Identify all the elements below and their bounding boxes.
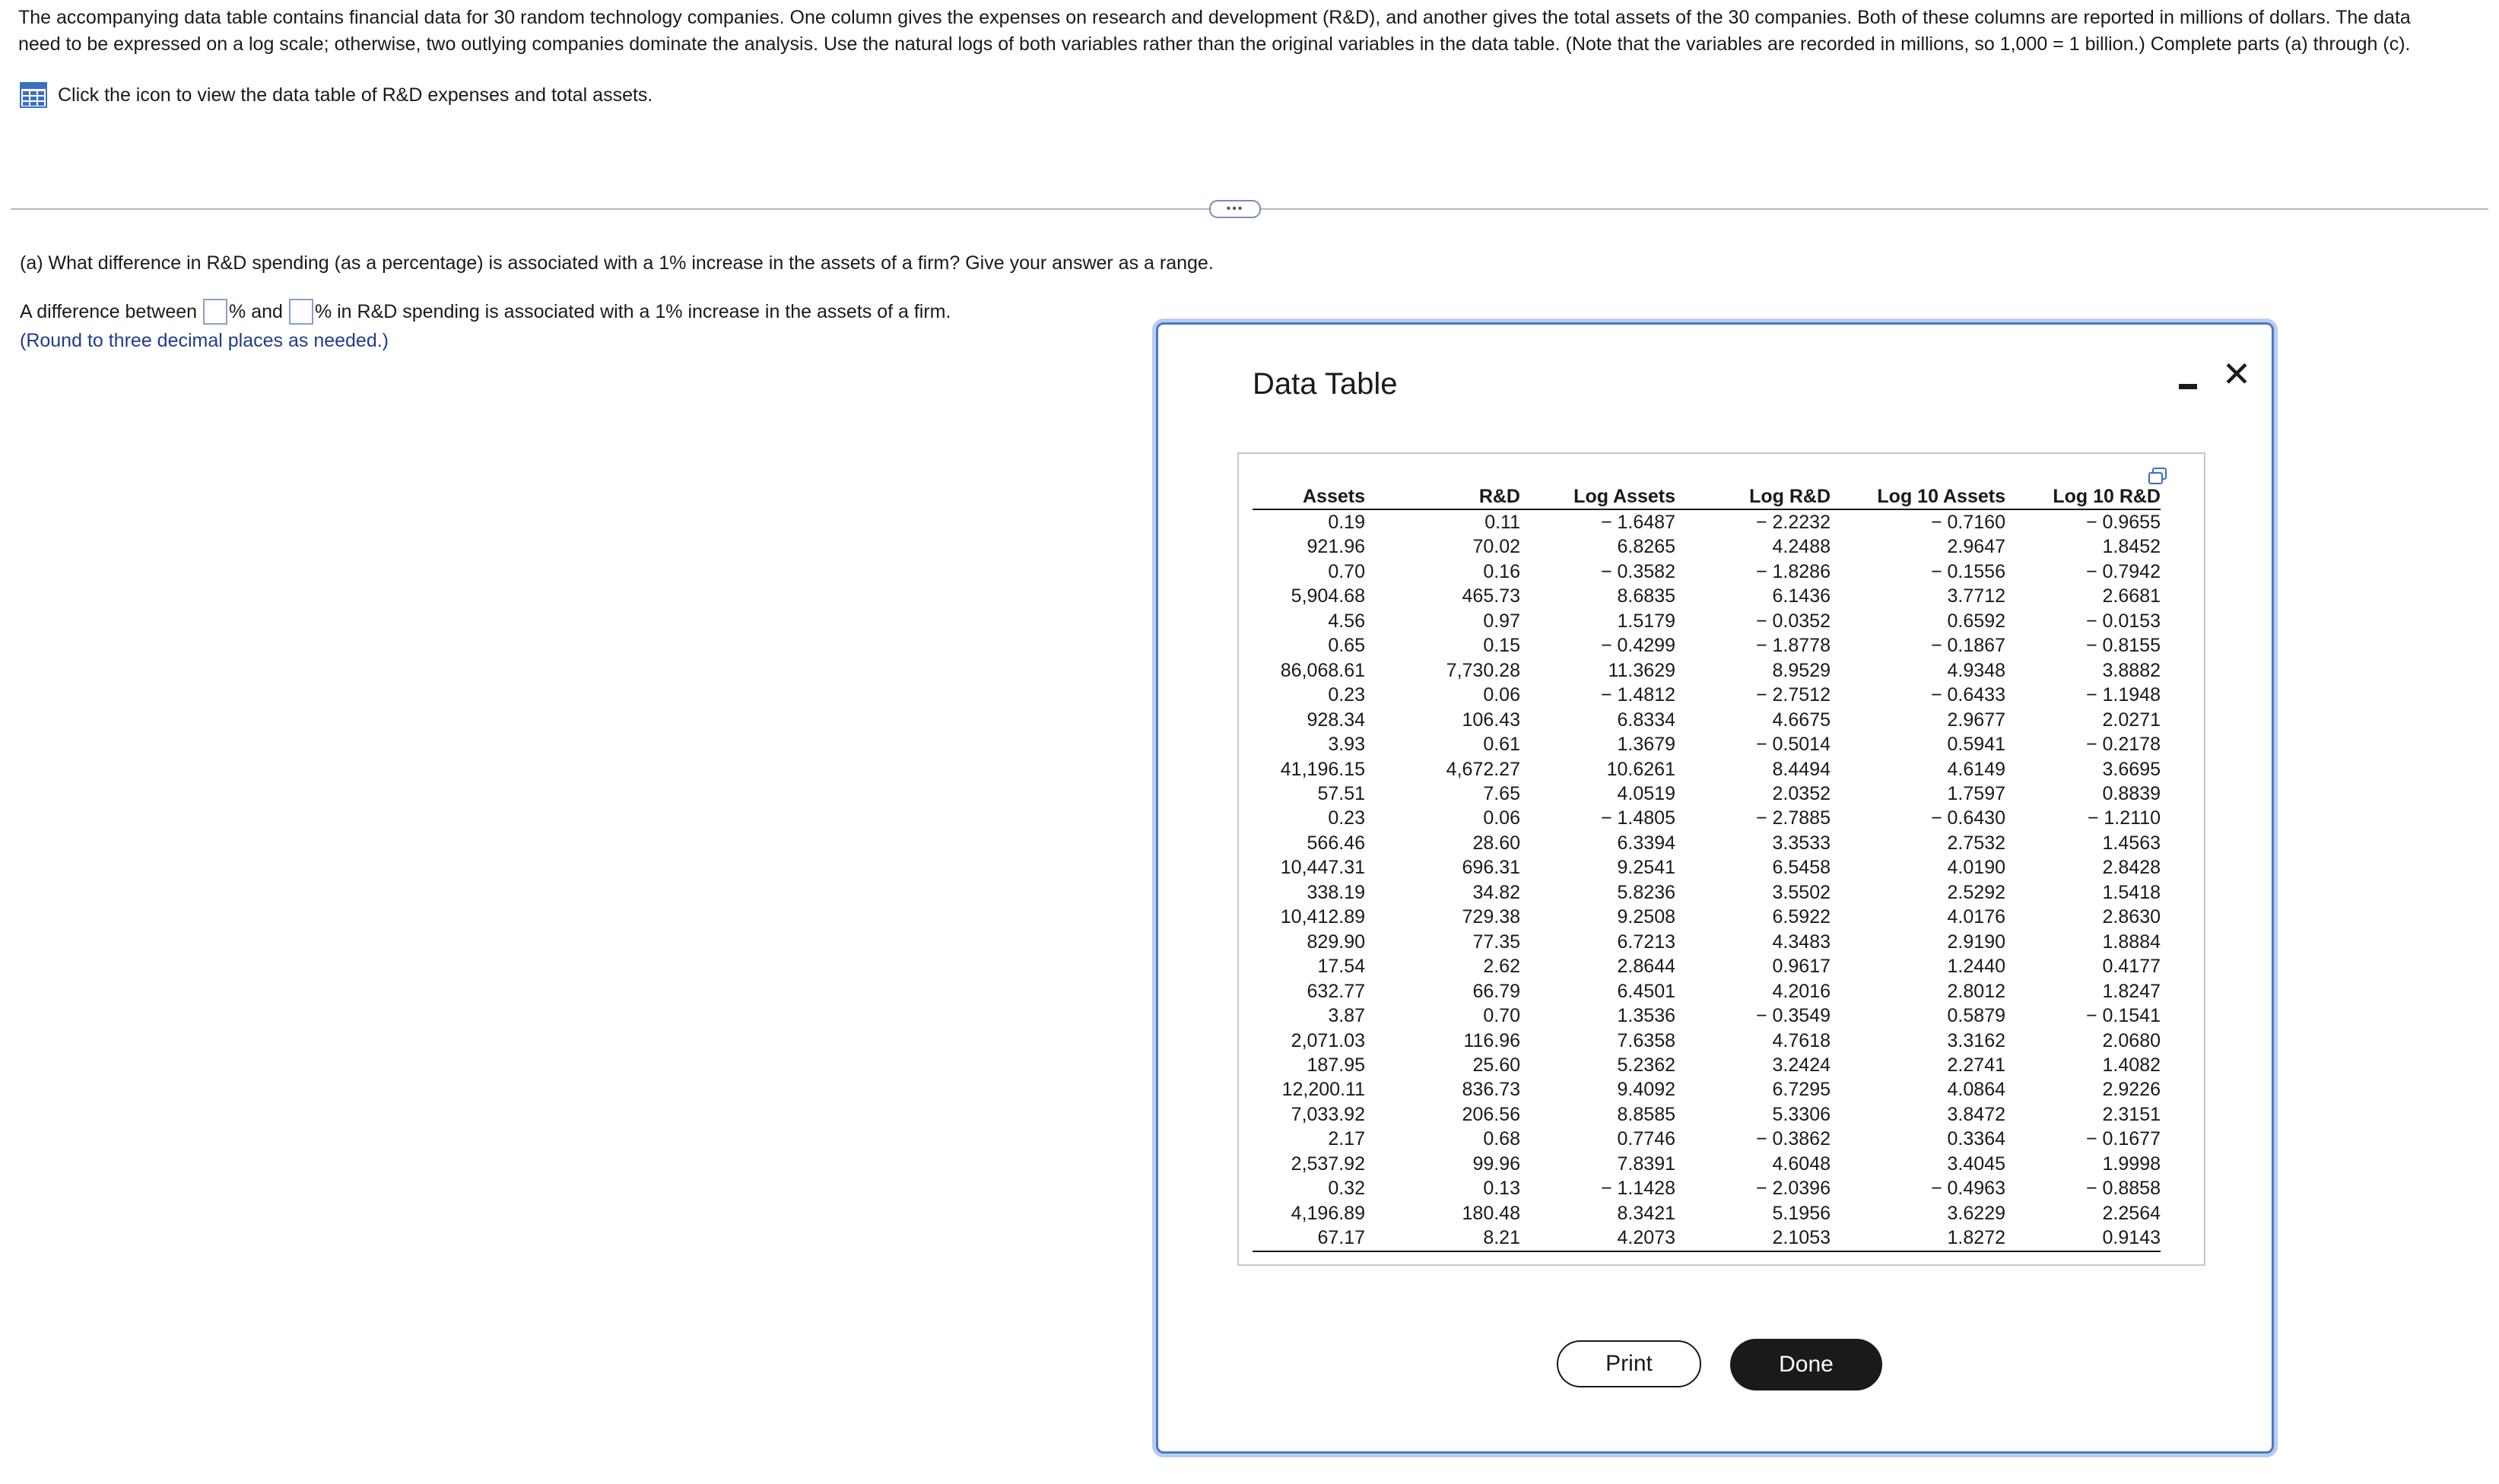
table-row [1253, 534, 2161, 559]
table-cell: 6.8334 [1617, 709, 1675, 731]
table-cell: 3.6695 [2102, 758, 2161, 780]
table-cell: − 0.1556 [1930, 560, 2005, 582]
table-cell: 3.3162 [1947, 1029, 2005, 1051]
table-cell: 696.31 [1462, 857, 1520, 879]
table-cell: 1.2440 [1947, 956, 2005, 978]
table-row [1253, 1053, 2161, 1077]
table-row [1253, 954, 2161, 978]
table-cell: 2.2741 [1947, 1054, 2005, 1076]
table-cell: 8.8585 [1617, 1103, 1675, 1125]
table-cell: 86,068.61 [1280, 659, 1365, 681]
table-cell: 6.4501 [1617, 980, 1675, 1002]
table-row [1253, 633, 2161, 658]
table-cell: 2.8630 [2102, 906, 2161, 928]
table-cell: 1.9998 [2102, 1153, 2161, 1175]
table-cell: 0.70 [1328, 560, 1365, 582]
table-row [1253, 831, 2161, 855]
table-row [1253, 782, 2161, 806]
table-cell: 6.1436 [1772, 585, 1831, 607]
table-cell: 5,904.68 [1291, 585, 1365, 607]
table-cell: − 0.6430 [1930, 807, 2005, 829]
table-cell: 2.0271 [2102, 709, 2161, 731]
table-cell: 4.2016 [1772, 980, 1831, 1002]
table-cell: 2.9647 [1947, 536, 2005, 558]
table-cell: 2.3151 [2102, 1103, 2161, 1125]
column-header: Log 10 R&D [2005, 484, 2161, 509]
data-table-modal [1156, 322, 2274, 1454]
table-cell: − 0.7160 [1930, 512, 2005, 533]
table-cell: 3.8882 [2102, 659, 2161, 681]
answer-lower-input[interactable] [203, 299, 227, 325]
table-cell: − 0.0352 [1755, 610, 1831, 632]
table-row [1253, 1127, 2161, 1151]
table-cell: 3.2424 [1772, 1054, 1831, 1076]
table-row [1253, 905, 2161, 929]
column-header: Log R&D [1675, 484, 1831, 509]
table-cell: 12,200.11 [1281, 1079, 1365, 1101]
table-cell: 921.96 [1307, 536, 1365, 558]
table-cell: 9.2508 [1617, 906, 1675, 928]
table-cell: 106.43 [1462, 709, 1520, 731]
table-cell: 729.38 [1462, 906, 1520, 928]
table-cell: 0.70 [1483, 1005, 1520, 1027]
table-cell: 10.6261 [1606, 758, 1675, 780]
table-cell: 4.0864 [1947, 1079, 2005, 1101]
table-cell: − 0.1541 [2085, 1005, 2161, 1027]
question-a: (a) What difference in R&D spending (as a percentage) is associated with a 1% increase in the assets of a firm? Give your answer as a range. [20, 252, 1214, 274]
table-cell: 8.9529 [1772, 659, 1831, 681]
table-row [1253, 708, 2161, 732]
table-row [1253, 806, 2161, 830]
table-icon[interactable] [20, 82, 47, 108]
table-cell: 1.8272 [1831, 1226, 2005, 1251]
table-cell: 1.4563 [2102, 832, 2161, 854]
table-cell: − 0.9655 [2085, 512, 2161, 533]
table-cell: − 2.0396 [1755, 1178, 1831, 1200]
table-cell: 0.23 [1328, 807, 1365, 829]
table-cell: − 1.6487 [1600, 512, 1675, 533]
table-cell: 206.56 [1462, 1103, 1520, 1125]
table-cell: 66.79 [1472, 980, 1520, 1002]
table-cell: 2,537.92 [1291, 1153, 1365, 1175]
table-cell: 836.73 [1462, 1079, 1520, 1101]
table-row [1253, 732, 2161, 756]
answer-line [20, 299, 951, 325]
table-cell: 17.54 [1317, 956, 1365, 978]
table-cell: 4.0176 [1947, 906, 2005, 928]
table-cell: 41,196.15 [1280, 758, 1365, 780]
table-cell: − 0.3582 [1600, 560, 1675, 582]
table-cell: − 0.0153 [2085, 610, 2161, 632]
table-cell: 4,672.27 [1446, 758, 1520, 780]
table-cell: − 1.1428 [1600, 1178, 1675, 1200]
table-cell: − 0.3549 [1755, 1005, 1831, 1027]
rounding-hint: (Round to three decimal places as needed.) [20, 330, 389, 351]
table-cell: 2.8644 [1617, 956, 1675, 978]
table-cell: 10,447.31 [1280, 857, 1365, 879]
table-cell: 2.9190 [1947, 931, 2005, 953]
table-cell: 566.46 [1307, 832, 1365, 854]
answer-suffix: % in R&D spending is associated with a 1% increase in the assets of a firm. [314, 300, 951, 322]
table-cell: 4.3483 [1772, 931, 1831, 953]
table-row [1253, 1201, 2161, 1226]
table-row [1253, 584, 2161, 608]
table-cell: 67.17 [1253, 1226, 1365, 1251]
table-cell: 0.06 [1483, 684, 1520, 706]
table-cell: 4.0190 [1947, 857, 2005, 879]
table-cell: 7,033.92 [1291, 1103, 1365, 1125]
table-cell: 1.5418 [2102, 881, 2161, 903]
table-cell: − 1.2110 [2087, 807, 2161, 829]
table-cell: 180.48 [1462, 1202, 1520, 1224]
table-row [1253, 757, 2161, 782]
table-cell: 4,196.89 [1291, 1202, 1365, 1224]
table-row [1253, 509, 2161, 534]
table-cell: 4.2488 [1772, 536, 1831, 558]
table-cell: 8.21 [1365, 1226, 1520, 1251]
problem-intro: The accompanying data table contains financial data for 30 random technology companies. One column gives the expenses on research and development (R&D), and another gives the total assets of the 30 companies. Both of these columns are reported in millions of dollars. The data need to be expressed on a log scale; otherwise, two outlying companies dominate the analysis. Use the natural logs of both variables rather than the original variables in the data table. (Note that the variables are recorded in millions, so 1,000 = 1 billion.) Complete parts (a) through (c). [18, 7, 2411, 55]
table-cell: 77.35 [1472, 931, 1520, 953]
print-button[interactable]: Print [1557, 1340, 1701, 1387]
table-cell: 0.68 [1483, 1128, 1520, 1150]
table-cell: 7.65 [1483, 782, 1520, 804]
table-cell: 3.93 [1328, 734, 1365, 756]
table-cell: 0.9143 [2005, 1226, 2161, 1251]
table-cell: 2.0352 [1772, 782, 1831, 804]
table-cell: 0.8839 [2102, 782, 2161, 804]
table-row [1253, 930, 2161, 954]
table-cell: 2.8012 [1947, 980, 2005, 1002]
table-row [1253, 658, 2161, 683]
table-cell: 0.3364 [1947, 1128, 2005, 1150]
table-cell: 2.6681 [2102, 585, 2161, 607]
table-cell: − 0.4963 [1930, 1178, 2005, 1200]
table-row [1253, 560, 2161, 584]
column-header: Assets [1253, 484, 1365, 509]
table-cell: 7,730.28 [1446, 659, 1520, 681]
table-cell: 8.3421 [1617, 1202, 1675, 1224]
table-cell: 0.23 [1328, 684, 1365, 706]
table-link-text[interactable]: Click the icon to view the data table of R&D expenses and total assets. [58, 84, 653, 106]
table-cell: 338.19 [1307, 881, 1365, 903]
table-cell: 632.77 [1307, 980, 1365, 1002]
table-cell: 1.8247 [2102, 980, 2161, 1002]
table-cell: 116.96 [1463, 1029, 1520, 1051]
table-cell: − 1.8286 [1755, 560, 1831, 582]
table-cell: 3.7712 [1947, 585, 2005, 607]
table-cell: 2.17 [1328, 1128, 1365, 1150]
table-cell: 2.1053 [1675, 1226, 1831, 1251]
table-row [1253, 855, 2161, 880]
close-icon[interactable]: ✕ [2221, 354, 2252, 394]
table-cell: 0.06 [1483, 807, 1520, 829]
table-cell: 2.62 [1483, 956, 1520, 978]
table-cell: 2,071.03 [1291, 1029, 1365, 1051]
table-cell: 7.6358 [1617, 1029, 1675, 1051]
table-cell: − 0.1677 [2085, 1128, 2161, 1150]
table-cell: 0.19 [1328, 512, 1365, 533]
data-table [1253, 484, 2161, 1252]
table-cell: 0.7746 [1617, 1128, 1675, 1150]
table-cell: − 0.8858 [2085, 1178, 2161, 1200]
table-cell: 0.13 [1483, 1178, 1520, 1200]
table-cell: 28.60 [1472, 832, 1520, 854]
table-cell: − 0.4299 [1600, 635, 1675, 657]
table-cell: 6.7295 [1772, 1079, 1831, 1101]
table-cell: 8.4494 [1772, 758, 1831, 780]
table-cell: 0.15 [1483, 635, 1520, 657]
table-cell: 6.5458 [1772, 857, 1831, 879]
table-cell: 0.11 [1484, 512, 1520, 533]
table-row [1253, 1029, 2161, 1053]
table-cell: 4.0519 [1617, 782, 1675, 804]
table-cell: 6.7213 [1617, 931, 1675, 953]
table-row [1253, 979, 2161, 1004]
table-cell: 3.3533 [1772, 832, 1831, 854]
table-row [1253, 1004, 2161, 1028]
table-cell: 4.56 [1328, 610, 1365, 632]
table-row [1253, 1102, 2161, 1127]
column-header: Log 10 Assets [1831, 484, 2005, 509]
table-cell: 928.34 [1307, 709, 1365, 731]
table-cell: 2.8428 [2102, 857, 2161, 879]
done-button[interactable]: Done [1730, 1339, 1882, 1390]
column-header: R&D [1365, 484, 1520, 509]
table-cell: 4.2073 [1520, 1226, 1675, 1251]
answer-prefix: A difference between [20, 300, 198, 322]
table-cell: − 1.1948 [2085, 684, 2161, 706]
table-cell: 9.2541 [1617, 857, 1675, 879]
table-cell: 70.02 [1472, 536, 1520, 558]
table-cell: 0.65 [1328, 635, 1365, 657]
table-cell: − 0.1867 [1930, 635, 2005, 657]
table-cell: 4.6048 [1772, 1153, 1831, 1175]
table-cell: 1.7597 [1947, 782, 2005, 804]
table-cell: − 0.8155 [2085, 635, 2161, 657]
table-row [1253, 880, 2161, 905]
table-row [1253, 683, 2161, 707]
table-cell: − 2.7885 [1755, 807, 1831, 829]
table-cell: − 1.4805 [1600, 807, 1675, 829]
table-cell: 4.7618 [1772, 1029, 1831, 1051]
copy-icon[interactable] [2148, 468, 2167, 486]
table-cell: 0.97 [1483, 610, 1520, 632]
table-cell: 0.16 [1483, 560, 1520, 582]
table-cell: − 1.4812 [1600, 684, 1675, 706]
table-cell: 4.6149 [1947, 758, 2005, 780]
table-cell: 5.3306 [1772, 1103, 1831, 1125]
table-cell: 34.82 [1472, 881, 1520, 903]
table-cell: − 0.6433 [1930, 684, 2005, 706]
table-cell: 3.5502 [1772, 881, 1831, 903]
table-cell: 5.1956 [1772, 1202, 1831, 1224]
table-cell: 1.5179 [1617, 610, 1675, 632]
table-cell: 187.95 [1307, 1054, 1365, 1076]
table-cell: 6.3394 [1617, 832, 1675, 854]
table-cell: 2.9677 [1947, 709, 2005, 731]
table-cell: 3.87 [1328, 1005, 1365, 1027]
table-cell: 2.2564 [2102, 1202, 2161, 1224]
table-cell: 829.90 [1307, 931, 1365, 953]
table-cell: 1.3679 [1617, 734, 1675, 756]
table-cell: 5.8236 [1617, 881, 1675, 903]
table-cell: 465.73 [1462, 585, 1520, 607]
table-cell: 0.9617 [1772, 956, 1831, 978]
table-cell: − 2.2232 [1755, 512, 1831, 533]
table-cell: 1.4082 [2102, 1054, 2161, 1076]
data-table-link[interactable] [20, 82, 653, 108]
table-row [1253, 1226, 2161, 1251]
table-cell: 6.5922 [1772, 906, 1831, 928]
answer-upper-input[interactable] [289, 299, 313, 325]
table-cell: 0.6592 [1947, 610, 2005, 632]
table-row [1253, 1176, 2161, 1200]
table-cell: 8.6835 [1617, 585, 1675, 607]
table-cell: − 1.8778 [1755, 635, 1831, 657]
table-cell: 3.8472 [1947, 1103, 2005, 1125]
table-cell: − 0.5014 [1755, 734, 1831, 756]
table-cell: 0.32 [1328, 1178, 1365, 1200]
table-cell: 2.7532 [1947, 832, 2005, 854]
data-table-frame [1237, 452, 2205, 1266]
table-cell: − 0.3862 [1755, 1128, 1831, 1150]
more-button[interactable]: ••• [1209, 200, 1261, 218]
table-cell: 99.96 [1472, 1153, 1520, 1175]
table-cell: 0.5941 [1947, 734, 2005, 756]
table-cell: 7.8391 [1617, 1153, 1675, 1175]
table-row [1253, 1152, 2161, 1176]
minimize-icon[interactable] [2176, 367, 2202, 393]
table-cell: 4.6675 [1772, 709, 1831, 731]
table-cell: 10,412.89 [1280, 906, 1365, 928]
table-cell: 2.0680 [2102, 1029, 2161, 1051]
table-row [1253, 1077, 2161, 1102]
table-cell: 1.8452 [2102, 536, 2161, 558]
table-row [1253, 609, 2161, 633]
answer-mid: % and [229, 300, 283, 322]
table-cell: 5.2362 [1617, 1054, 1675, 1076]
table-cell: 4.9348 [1947, 659, 2005, 681]
table-cell: − 0.7942 [2085, 560, 2161, 582]
table-cell: 0.5879 [1947, 1005, 2005, 1027]
table-cell: 1.3536 [1617, 1005, 1675, 1027]
table-cell: 1.8884 [2102, 931, 2161, 953]
table-cell: − 2.7512 [1755, 684, 1831, 706]
modal-title: Data Table [1253, 367, 1398, 401]
table-cell: 9.4092 [1617, 1079, 1675, 1101]
table-cell: 0.4177 [2102, 956, 2161, 978]
table-cell: 0.61 [1483, 734, 1520, 756]
table-cell: 3.4045 [1947, 1153, 2005, 1175]
table-cell: 11.3629 [1608, 659, 1675, 681]
table-cell: − 0.2178 [2085, 734, 2161, 756]
table-cell: 6.8265 [1617, 536, 1675, 558]
table-cell: 25.60 [1472, 1054, 1520, 1076]
table-cell: 57.51 [1317, 782, 1365, 804]
table-cell: 2.5292 [1947, 881, 2005, 903]
table-cell: 2.9226 [2102, 1079, 2161, 1101]
table-cell: 3.6229 [1947, 1202, 2005, 1224]
column-header: Log Assets [1520, 484, 1675, 509]
